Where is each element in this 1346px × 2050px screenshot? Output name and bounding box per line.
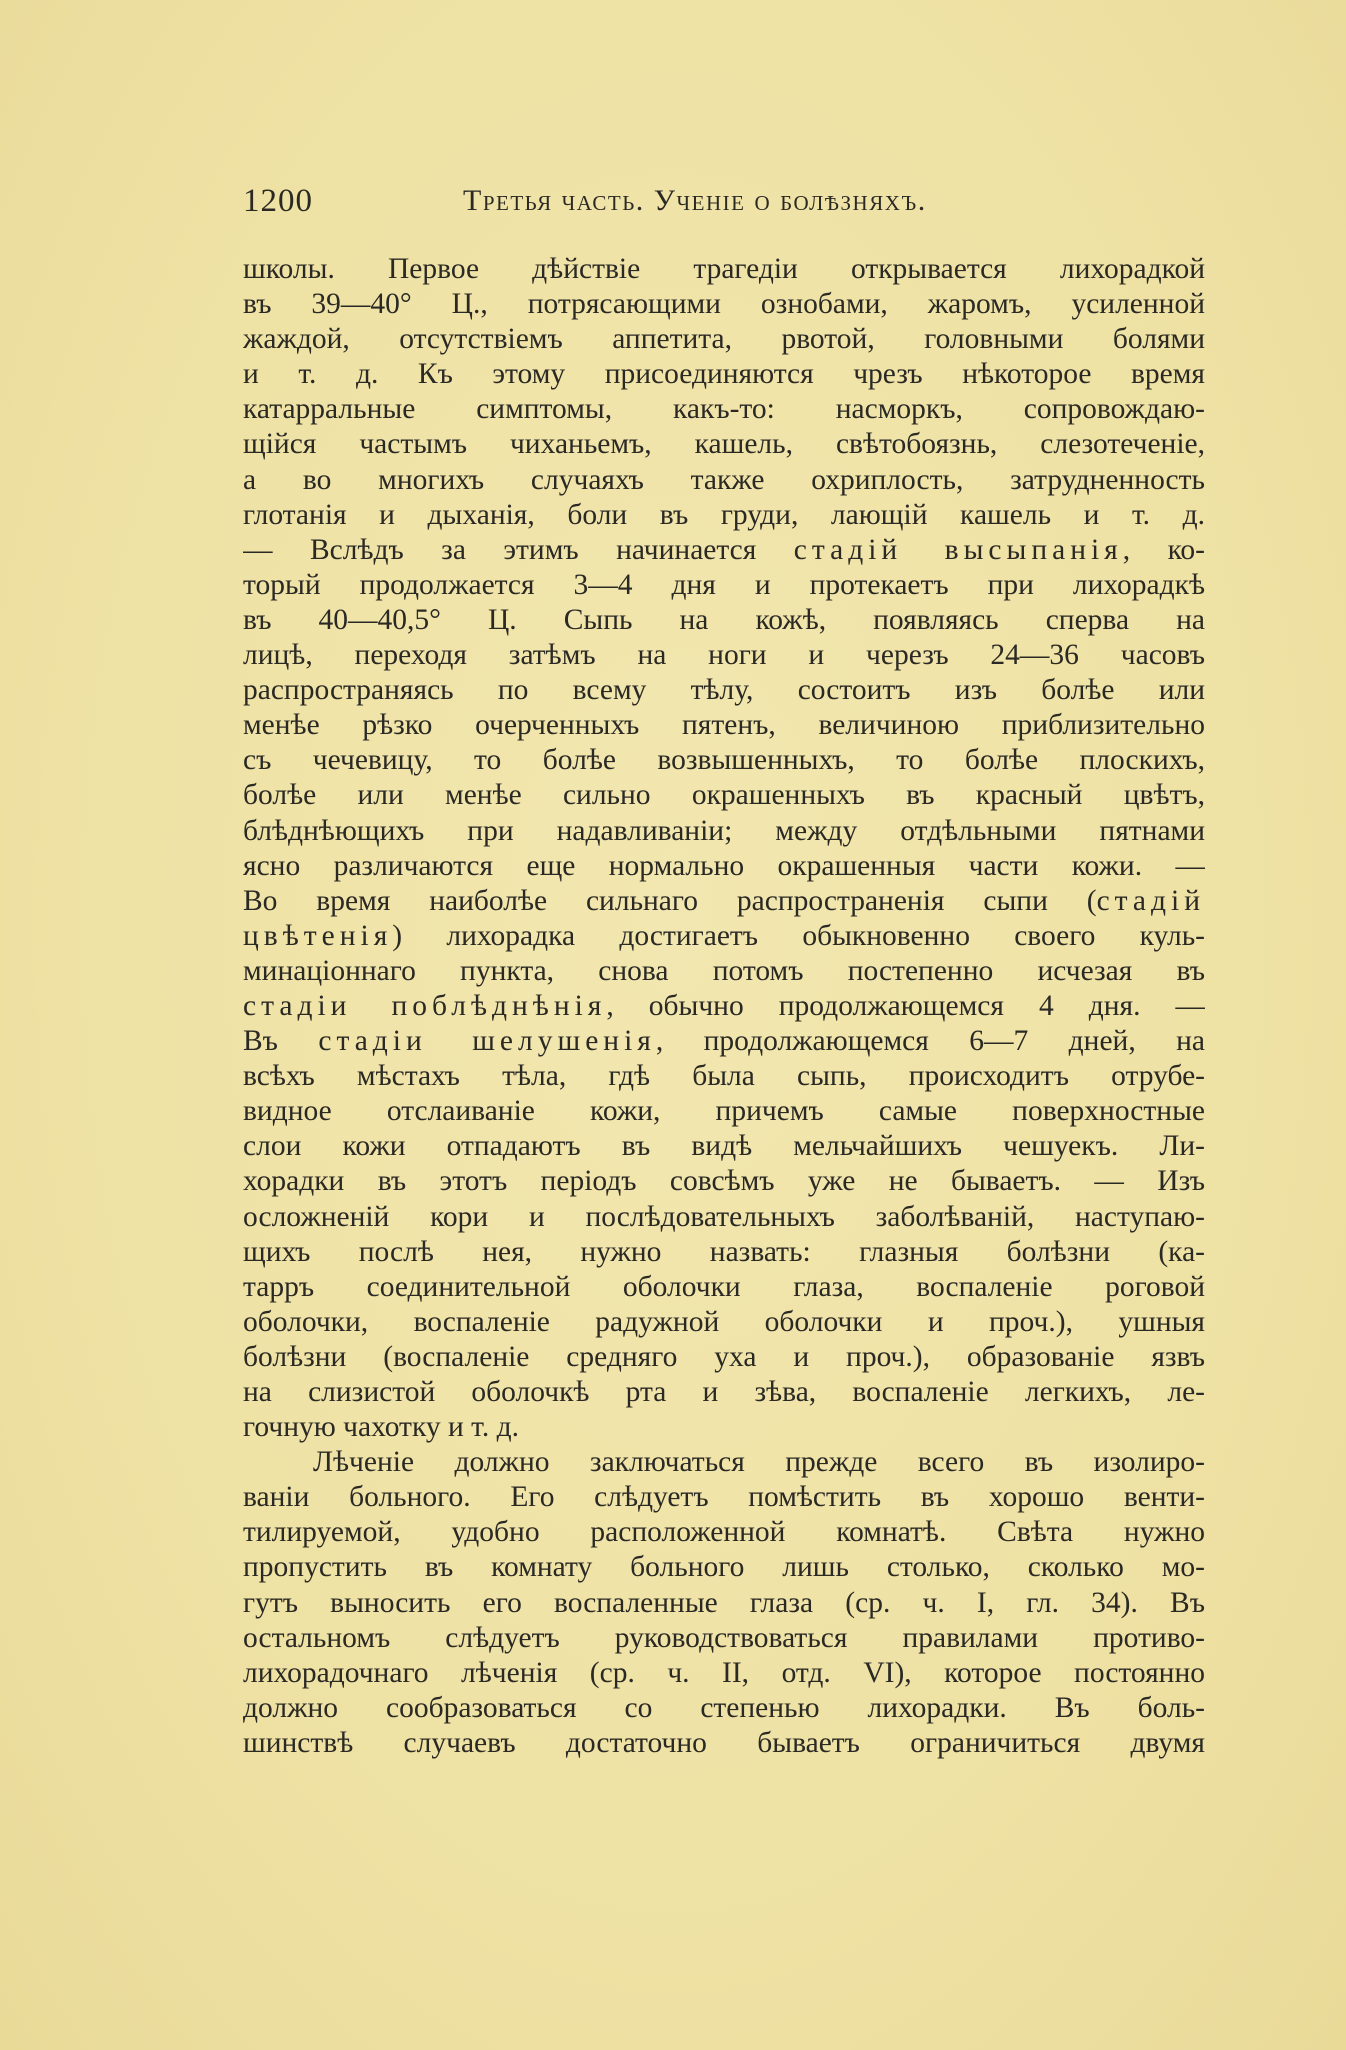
text-line [243, 1586, 1205, 1621]
text-run: хорадки въ этотъ періодъ совсѣмъ уже не бываетъ. — Изъ [243, 1165, 1205, 1198]
spaced-emphasis: стадій высыпанія [793, 533, 1123, 566]
text-line [243, 954, 1205, 989]
text-run: ваніи больного. Его слѣдуетъ помѣстить въ хорошо венти- [243, 1481, 1205, 1514]
text-run: ) лихорадка достигаетъ обыкновенно своего куль- [392, 919, 1205, 952]
text-run: щихъ послѣ нея, нужно назвать: глазныя болѣзни (ка- [243, 1235, 1205, 1268]
text-run: , обычно продолжающемся 4 дня. — [606, 989, 1205, 1022]
body-text [243, 252, 1205, 1761]
text-run: шинствѣ случаевъ достаточно бываетъ ограничиться двумя [243, 1726, 1205, 1759]
text-run: въ 39—40° Ц., потрясающими ознобами, жаромъ, усиленной [243, 288, 1205, 321]
text-line [243, 1691, 1205, 1726]
text-run: а во многихъ случаяхъ также охриплость, затрудненность [243, 463, 1205, 496]
text-run: пропустить въ комнату больного лишь столько, сколько мо- [243, 1551, 1205, 1584]
text-line [243, 638, 1205, 673]
text-line [243, 1305, 1205, 1340]
text-line [243, 1270, 1205, 1305]
text-run: остальномъ слѣдуетъ руководствоваться правилами противо- [243, 1621, 1205, 1654]
text-line [243, 392, 1205, 427]
text-line [243, 1200, 1205, 1235]
text-run: болѣе или менѣе сильно окрашенныхъ въ красный цвѣтъ, [243, 779, 1205, 812]
spaced-emphasis: цвѣтенія [243, 919, 393, 952]
text-line [243, 919, 1205, 954]
text-line [243, 1515, 1205, 1550]
text-run: распространяясь по всему тѣлу, состоитъ изъ болѣе или [243, 674, 1205, 707]
text-line [243, 1129, 1205, 1164]
text-line [243, 1375, 1205, 1410]
text-run: торый продолжается 3—4 дня и протекаетъ при лихорадкѣ [243, 568, 1205, 601]
text-line [243, 743, 1205, 778]
text-run: глотанія и дыханія, боли въ груди, лающій кашель и т. д. [243, 498, 1205, 531]
text-run: катарральные симптомы, какъ-то: насморкъ, сопровождаю- [243, 393, 1205, 426]
text-run: , продолжающемся 6—7 дней, на [655, 1025, 1205, 1058]
text-run: и т. д. Къ этому присоединяются чрезъ нѣкоторое время [243, 358, 1205, 391]
text-line [243, 708, 1205, 743]
text-line [243, 849, 1205, 884]
text-line [243, 814, 1205, 849]
text-line [243, 1480, 1205, 1515]
text-run: щійся частымъ чиханьемъ, кашель, свѣтобоязнь, слезотеченіе, [243, 428, 1205, 461]
text-run: въ 40—40,5° Ц. Сыпь на кожѣ, появляясь сперва на [243, 603, 1205, 636]
text-run: оболочки, воспаленіе радужной оболочки и проч.), ушныя [243, 1305, 1205, 1338]
text-line [243, 603, 1205, 638]
text-run: ясно различаются еще нормально окрашенныя части кожи. — [243, 849, 1205, 882]
text-run: школы. Первое дѣйствіе трагедіи открывается лихорадкой [243, 253, 1205, 285]
text-line [243, 1410, 1205, 1445]
text-run: жаждой, отсутствіемъ аппетита, рвотой, головными болями [243, 323, 1205, 356]
text-run: лицѣ, переходя затѣмъ на ноги и черезъ 24—36 часовъ [243, 639, 1205, 672]
text-line [243, 568, 1205, 603]
text-line [243, 357, 1205, 392]
text-run: минаціоннаго пункта, снова потомъ постепенно исчезая въ [243, 954, 1205, 987]
text-line [243, 778, 1205, 813]
text-run: осложненій кори и послѣдовательныхъ заболѣваній, наступаю- [243, 1200, 1205, 1233]
text-line [243, 252, 1205, 287]
text-line [243, 1656, 1205, 1691]
text-run: болѣзни (воспаленіе средняго уха и проч.), образованіе язвъ [243, 1340, 1205, 1373]
text-line [243, 1024, 1205, 1059]
text-line [243, 463, 1205, 498]
text-line [243, 884, 1205, 919]
text-run: лихорадочнаго лѣченія (ср. ч. II, отд. VI), которое постоянно [243, 1656, 1205, 1689]
text-run: видное отслаиваніе кожи, причемъ самые поверхностные [243, 1095, 1205, 1128]
text-line [243, 1340, 1205, 1375]
text-run: гутъ выносить его воспаленные глаза (ср. ч. I, гл. 34). Въ [243, 1586, 1205, 1619]
text-run: съ чечевицу, то болѣе возвышенныхъ, то болѣе плоскихъ, [243, 744, 1205, 777]
spaced-emphasis: стадіи шелушенія [318, 1025, 656, 1058]
text-line [243, 1445, 1205, 1480]
text-line [243, 287, 1205, 322]
text-run: всѣхъ мѣстахъ тѣла, гдѣ была сыпь, происходитъ отрубе- [243, 1060, 1205, 1093]
text-run: должно сообразоваться со степенью лихорадки. Въ боль- [243, 1691, 1205, 1724]
text-run: блѣднѣющихъ при надавливаніи; между отдѣльными пятнами [243, 814, 1205, 847]
text-line [243, 427, 1205, 462]
text-run: менѣе рѣзко очерченныхъ пятенъ, величиною приблизительно [243, 709, 1205, 742]
running-head: Третья часть. Ученіе о болѣзняхъ. [463, 184, 927, 217]
text-run: , ко- [1122, 533, 1205, 566]
text-line [243, 322, 1205, 357]
text-line [243, 673, 1205, 708]
spaced-emphasis: стадіи поблѣднѣнія [243, 989, 607, 1022]
spaced-emphasis: стадій [1096, 884, 1205, 917]
text-run: — Вслѣдъ за этимъ начинается [243, 533, 794, 566]
text-line [243, 1059, 1205, 1094]
text-run: Лѣченіе должно заключаться прежде всего въ изолиро- [313, 1446, 1205, 1479]
text-line [243, 1094, 1205, 1129]
text-line [243, 1550, 1205, 1585]
text-line [243, 1621, 1205, 1656]
page-number: 1200 [243, 183, 313, 219]
text-run: Во время наиболѣе сильнаго распространенія сыпи ( [243, 884, 1097, 917]
text-line [243, 1164, 1205, 1199]
page-header [243, 178, 1223, 224]
text-line [243, 989, 1205, 1024]
text-line [243, 498, 1205, 533]
text-line [243, 1726, 1205, 1761]
text-run: Въ [243, 1025, 319, 1058]
text-run: слои кожи отпадаютъ въ видѣ мельчайшихъ чешуекъ. Ли- [243, 1130, 1205, 1163]
text-line [243, 533, 1205, 568]
text-run: тилируемой, удобно расположенной комнатѣ. Свѣта нужно [243, 1516, 1205, 1549]
text-run: тарръ соединительной оболочки глаза, воспаленіе роговой [243, 1270, 1205, 1303]
text-run: гочную чахотку и т. д. [243, 1411, 519, 1444]
text-line [243, 1235, 1205, 1270]
text-run: на слизистой оболочкѣ рта и зѣва, воспаленіе легкихъ, ле- [243, 1376, 1205, 1408]
